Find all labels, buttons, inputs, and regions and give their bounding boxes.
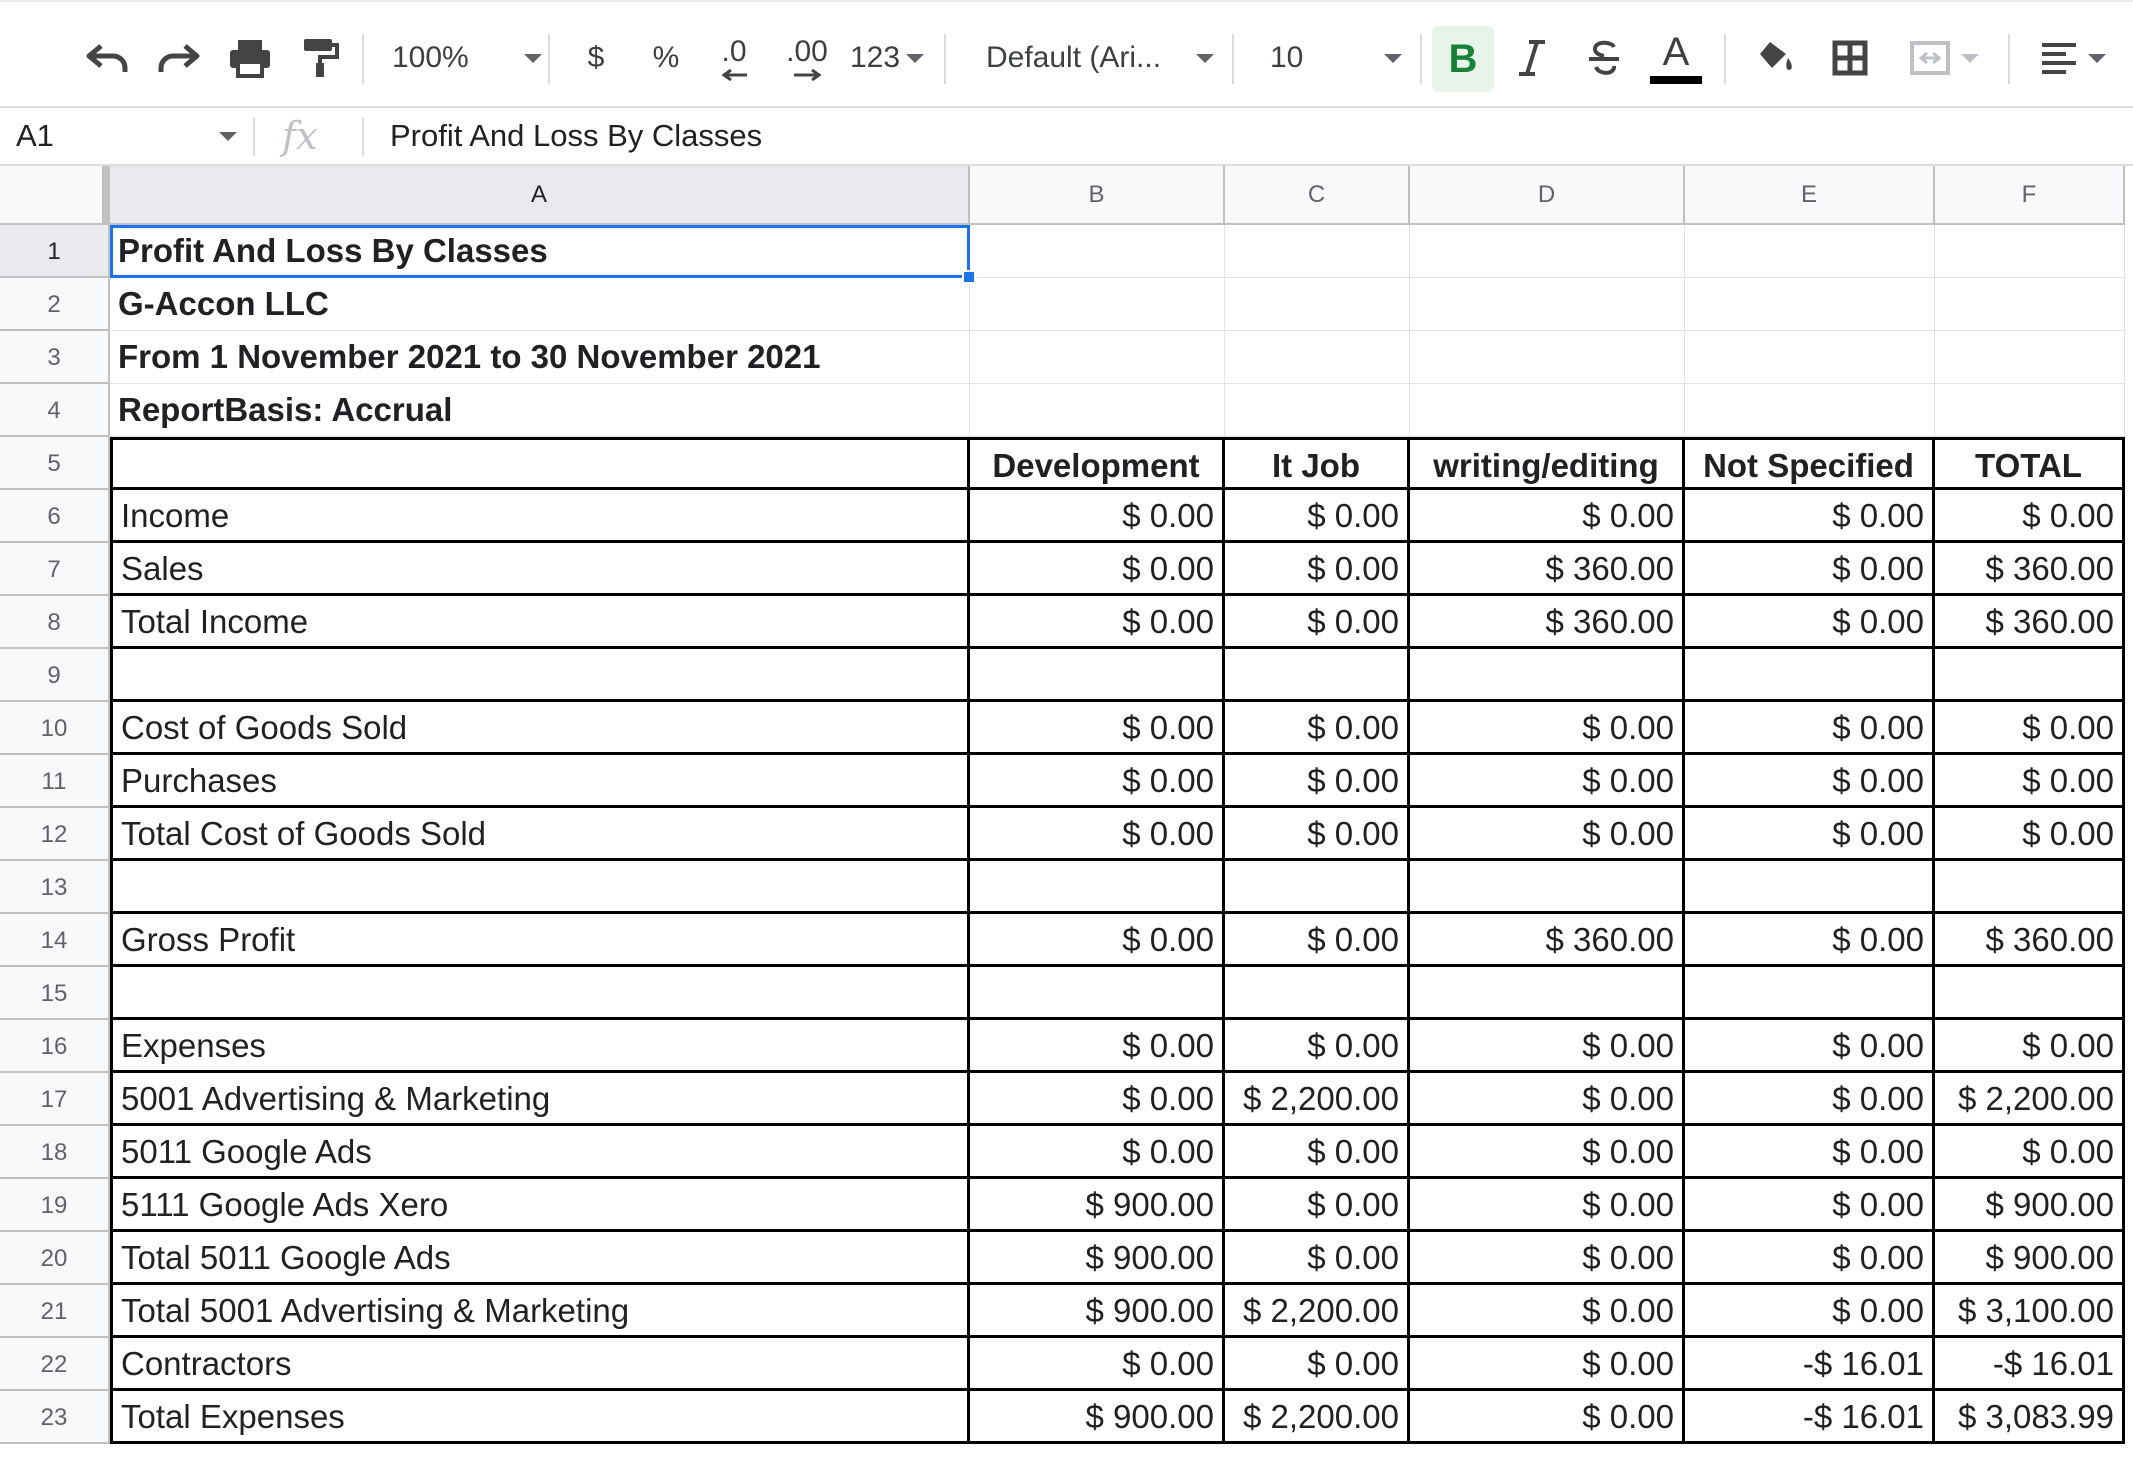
- cell-c3[interactable]: [1225, 331, 1410, 384]
- cell-a21[interactable]: Total 5001 Advertising & Marketing: [110, 1285, 970, 1338]
- column-header-c[interactable]: C: [1225, 166, 1410, 225]
- cell-e5[interactable]: Not Specified: [1685, 437, 1935, 490]
- cell-b1[interactable]: [970, 225, 1225, 278]
- more-formats-button[interactable]: [846, 2, 928, 114]
- cell-d23[interactable]: $ 0.00: [1410, 1391, 1685, 1444]
- chevron-down-icon: [524, 54, 542, 63]
- cell-f16[interactable]: $ 0.00: [1935, 1020, 2125, 1073]
- cell-b3[interactable]: [970, 331, 1225, 384]
- cell-d2[interactable]: [1410, 278, 1685, 331]
- merge-cells-icon[interactable]: [1896, 2, 1992, 114]
- cell-a7[interactable]: Sales: [110, 543, 970, 596]
- paint-format-icon[interactable]: [292, 2, 348, 114]
- cell-c18[interactable]: $ 0.00: [1225, 1126, 1410, 1179]
- row-header-8[interactable]: 8: [0, 596, 110, 649]
- cell-e22[interactable]: -$ 16.01: [1685, 1338, 1935, 1391]
- cell-b8[interactable]: $ 0.00: [970, 596, 1225, 649]
- cell-e4[interactable]: [1685, 384, 1935, 437]
- cell-b11[interactable]: $ 0.00: [970, 755, 1225, 808]
- cell-d17[interactable]: $ 0.00: [1410, 1073, 1685, 1126]
- formula-bar-separator: [362, 118, 364, 156]
- cell-f4[interactable]: [1935, 384, 2125, 437]
- undo-icon[interactable]: [80, 2, 136, 114]
- cell-a4[interactable]: ReportBasis: Accrual: [110, 384, 970, 437]
- decrease-decimal-label: .0: [721, 35, 747, 68]
- cell-c13[interactable]: [1225, 861, 1410, 914]
- cell-c11[interactable]: $ 0.00: [1225, 755, 1410, 808]
- row-header-17[interactable]: 17: [0, 1073, 110, 1126]
- cell-a9[interactable]: [110, 649, 970, 702]
- cell-c6[interactable]: $ 0.00: [1225, 490, 1410, 543]
- row-header-14[interactable]: 14: [0, 914, 110, 967]
- cell-d3[interactable]: [1410, 331, 1685, 384]
- cell-b9[interactable]: [970, 649, 1225, 702]
- cell-d15[interactable]: [1410, 967, 1685, 1020]
- cell-e1[interactable]: [1685, 225, 1935, 278]
- row-header-1[interactable]: 1: [0, 225, 110, 278]
- row-header-3[interactable]: 3: [0, 331, 110, 384]
- cell-d14[interactable]: $ 360.00: [1410, 914, 1685, 967]
- cell-c23[interactable]: $ 2,200.00: [1225, 1391, 1410, 1444]
- cell-e13[interactable]: [1685, 861, 1935, 914]
- cell-b15[interactable]: [970, 967, 1225, 1020]
- row-header-13[interactable]: 13: [0, 861, 110, 914]
- toolbar-separator: [1724, 34, 1726, 84]
- cell-e12[interactable]: $ 0.00: [1685, 808, 1935, 861]
- column-header-b[interactable]: B: [970, 166, 1225, 225]
- cell-a8[interactable]: Total Income: [110, 596, 970, 649]
- cell-c8[interactable]: $ 0.00: [1225, 596, 1410, 649]
- cell-c14[interactable]: $ 0.00: [1225, 914, 1410, 967]
- row-header-18[interactable]: 18: [0, 1126, 110, 1179]
- cell-a18[interactable]: 5011 Google Ads: [110, 1126, 970, 1179]
- cell-b7[interactable]: $ 0.00: [970, 543, 1225, 596]
- cell-a20[interactable]: Total 5011 Google Ads: [110, 1232, 970, 1285]
- cell-b14[interactable]: $ 0.00: [970, 914, 1225, 967]
- cell-d4[interactable]: [1410, 384, 1685, 437]
- row-header-23[interactable]: 23: [0, 1391, 110, 1444]
- toolbar-separator: [1420, 34, 1422, 84]
- cell-f19[interactable]: $ 900.00: [1935, 1179, 2125, 1232]
- font-size-select[interactable]: [1270, 2, 1402, 114]
- more-formats-label: 123: [849, 41, 901, 74]
- toolbar-separator: [2008, 34, 2010, 84]
- cell-e8[interactable]: $ 0.00: [1685, 596, 1935, 649]
- strikethrough-button[interactable]: [1578, 2, 1630, 114]
- increase-decimal-button[interactable]: [774, 2, 840, 114]
- cell-d8[interactable]: $ 360.00: [1410, 596, 1685, 649]
- row-header-2[interactable]: 2: [0, 278, 110, 331]
- cell-c2[interactable]: [1225, 278, 1410, 331]
- row-header-15[interactable]: 15: [0, 967, 110, 1020]
- cell-b20[interactable]: $ 900.00: [970, 1232, 1225, 1285]
- cell-a14[interactable]: Gross Profit: [110, 914, 970, 967]
- cell-d10[interactable]: $ 0.00: [1410, 702, 1685, 755]
- arrow-left-icon: [719, 69, 749, 81]
- cell-a22[interactable]: Contractors: [110, 1338, 970, 1391]
- toolbar-separator: [548, 34, 550, 84]
- italic-button[interactable]: [1506, 2, 1558, 114]
- cell-d6[interactable]: $ 0.00: [1410, 490, 1685, 543]
- cell-c4[interactable]: [1225, 384, 1410, 437]
- chevron-down-icon: [1961, 54, 1979, 63]
- column-header-d[interactable]: D: [1410, 166, 1685, 225]
- row-header-22[interactable]: 22: [0, 1338, 110, 1391]
- cell-d22[interactable]: $ 0.00: [1410, 1338, 1685, 1391]
- cell-f5[interactable]: TOTAL: [1935, 437, 2125, 490]
- cell-b16[interactable]: $ 0.00: [970, 1020, 1225, 1073]
- cell-a13[interactable]: [110, 861, 970, 914]
- text-color-button[interactable]: [1644, 2, 1708, 114]
- font-family-select[interactable]: [986, 2, 1214, 114]
- cell-b21[interactable]: $ 900.00: [970, 1285, 1225, 1338]
- cell-b17[interactable]: $ 0.00: [970, 1073, 1225, 1126]
- cell-e15[interactable]: [1685, 967, 1935, 1020]
- cell-b10[interactable]: $ 0.00: [970, 702, 1225, 755]
- cell-a5[interactable]: [110, 437, 970, 490]
- cell-f8[interactable]: $ 360.00: [1935, 596, 2125, 649]
- cell-b4[interactable]: [970, 384, 1225, 437]
- zoom-value: 100%: [392, 41, 469, 74]
- zoom-select[interactable]: [392, 2, 542, 114]
- cell-e6[interactable]: $ 0.00: [1685, 490, 1935, 543]
- cell-b19[interactable]: $ 900.00: [970, 1179, 1225, 1232]
- currency-format-button[interactable]: $: [587, 41, 605, 74]
- name-box[interactable]: A1: [16, 118, 54, 153]
- chevron-down-icon: [906, 54, 924, 63]
- cell-b2[interactable]: [970, 278, 1225, 331]
- row-header-21[interactable]: 21: [0, 1285, 110, 1338]
- cell-e10[interactable]: $ 0.00: [1685, 702, 1935, 755]
- increase-decimal-label: .00: [786, 35, 828, 68]
- cell-c16[interactable]: $ 0.00: [1225, 1020, 1410, 1073]
- toolbar: [0, 0, 2133, 112]
- cell-c9[interactable]: [1225, 649, 1410, 702]
- cell-a15[interactable]: [110, 967, 970, 1020]
- row-header-19[interactable]: 19: [0, 1179, 110, 1232]
- bold-button[interactable]: [1432, 26, 1494, 92]
- cell-e7[interactable]: $ 0.00: [1685, 543, 1935, 596]
- cell-b12[interactable]: $ 0.00: [970, 808, 1225, 861]
- cell-f15[interactable]: [1935, 967, 2125, 1020]
- cell-b22[interactable]: $ 0.00: [970, 1338, 1225, 1391]
- cell-a23[interactable]: Total Expenses: [110, 1391, 970, 1444]
- cell-d5[interactable]: writing/editing: [1410, 437, 1685, 490]
- cell-a3[interactable]: From 1 November 2021 to 30 November 2021: [110, 331, 970, 384]
- row-header-6[interactable]: 6: [0, 490, 110, 543]
- chevron-down-icon: [2088, 54, 2106, 63]
- arrow-right-icon: [790, 69, 824, 81]
- cell-c5[interactable]: It Job: [1225, 437, 1410, 490]
- fill-color-icon[interactable]: [1748, 2, 1804, 114]
- cell-e9[interactable]: [1685, 649, 1935, 702]
- row-header-16[interactable]: 16: [0, 1020, 110, 1073]
- cell-e2[interactable]: [1685, 278, 1935, 331]
- cell-d7[interactable]: $ 360.00: [1410, 543, 1685, 596]
- formula-bar-separator: [253, 118, 255, 156]
- cell-b5[interactable]: Development: [970, 437, 1225, 490]
- column-header-a[interactable]: A: [110, 166, 970, 225]
- cell-e21[interactable]: $ 0.00: [1685, 1285, 1935, 1338]
- cell-d9[interactable]: [1410, 649, 1685, 702]
- cell-f2[interactable]: [1935, 278, 2125, 331]
- redo-icon[interactable]: [150, 2, 206, 114]
- cell-f12[interactable]: $ 0.00: [1935, 808, 2125, 861]
- cell-f18[interactable]: $ 0.00: [1935, 1126, 2125, 1179]
- cell-d20[interactable]: $ 0.00: [1410, 1232, 1685, 1285]
- row-header-9[interactable]: 9: [0, 649, 110, 702]
- row-header-20[interactable]: 20: [0, 1232, 110, 1285]
- cell-f7[interactable]: $ 360.00: [1935, 543, 2125, 596]
- toolbar-separator: [944, 34, 946, 84]
- cell-a19[interactable]: 5111 Google Ads Xero: [110, 1179, 970, 1232]
- cell-f20[interactable]: $ 900.00: [1935, 1232, 2125, 1285]
- cell-f3[interactable]: [1935, 331, 2125, 384]
- cell-f6[interactable]: $ 0.00: [1935, 490, 2125, 543]
- toolbar-separator: [1232, 34, 1234, 84]
- formula-bar: [0, 106, 2133, 166]
- cell-e23[interactable]: -$ 16.01: [1685, 1391, 1935, 1444]
- fill-handle[interactable]: [962, 270, 976, 284]
- cell-a10[interactable]: Cost of Goods Sold: [110, 702, 970, 755]
- row-header-4[interactable]: 4: [0, 384, 110, 437]
- cell-e11[interactable]: $ 0.00: [1685, 755, 1935, 808]
- cell-e20[interactable]: $ 0.00: [1685, 1232, 1935, 1285]
- cell-c19[interactable]: $ 0.00: [1225, 1179, 1410, 1232]
- cell-c10[interactable]: $ 0.00: [1225, 702, 1410, 755]
- row-header-5[interactable]: 5: [0, 437, 110, 490]
- chevron-down-icon[interactable]: [219, 132, 237, 141]
- font-family-value: Default (Ari...: [986, 41, 1162, 74]
- cell-e16[interactable]: $ 0.00: [1685, 1020, 1935, 1073]
- cell-d19[interactable]: $ 0.00: [1410, 1179, 1685, 1232]
- cell-f1[interactable]: [1935, 225, 2125, 278]
- row-header-7[interactable]: 7: [0, 543, 110, 596]
- cell-c12[interactable]: $ 0.00: [1225, 808, 1410, 861]
- chevron-down-icon: [1384, 54, 1402, 63]
- cell-c7[interactable]: $ 0.00: [1225, 543, 1410, 596]
- strikethrough-icon: [1587, 39, 1621, 77]
- text-color-icon: A: [1662, 30, 1690, 74]
- font-size-value: 10: [1270, 41, 1304, 74]
- percent-format-button[interactable]: %: [652, 41, 680, 74]
- cell-f10[interactable]: $ 0.00: [1935, 702, 2125, 755]
- row-header-12[interactable]: 12: [0, 808, 110, 861]
- print-icon[interactable]: [222, 2, 278, 114]
- cell-a16[interactable]: Expenses: [110, 1020, 970, 1073]
- cell-b23[interactable]: $ 900.00: [970, 1391, 1225, 1444]
- column-header-e[interactable]: E: [1685, 166, 1935, 225]
- bold-icon: B: [1448, 36, 1478, 81]
- borders-icon[interactable]: [1822, 2, 1878, 114]
- cell-a11[interactable]: Purchases: [110, 755, 970, 808]
- cell-a1[interactable]: Profit And Loss By Classes: [110, 225, 970, 278]
- cell-a2[interactable]: G-Accon LLC: [110, 278, 970, 331]
- cell-e19[interactable]: $ 0.00: [1685, 1179, 1935, 1232]
- cell-b6[interactable]: $ 0.00: [970, 490, 1225, 543]
- cell-b18[interactable]: $ 0.00: [970, 1126, 1225, 1179]
- cell-a12[interactable]: Total Cost of Goods Sold: [110, 808, 970, 861]
- cell-f21[interactable]: $ 3,100.00: [1935, 1285, 2125, 1338]
- cell-c17[interactable]: $ 2,200.00: [1225, 1073, 1410, 1126]
- cell-f22[interactable]: -$ 16.01: [1935, 1338, 2125, 1391]
- column-header-f[interactable]: F: [1935, 166, 2125, 225]
- text-color-bar: [1650, 76, 1702, 84]
- cell-c22[interactable]: $ 0.00: [1225, 1338, 1410, 1391]
- cell-a6[interactable]: Income: [110, 490, 970, 543]
- cell-a17[interactable]: 5001 Advertising & Marketing: [110, 1073, 970, 1126]
- cell-d11[interactable]: $ 0.00: [1410, 755, 1685, 808]
- cell-c20[interactable]: $ 0.00: [1225, 1232, 1410, 1285]
- cell-e18[interactable]: $ 0.00: [1685, 1126, 1935, 1179]
- select-all-corner[interactable]: [0, 166, 110, 225]
- row-header-10[interactable]: 10: [0, 702, 110, 755]
- cell-e3[interactable]: [1685, 331, 1935, 384]
- fx-icon: fx: [282, 114, 318, 158]
- horizontal-align-icon[interactable]: [2030, 2, 2116, 114]
- cell-c15[interactable]: [1225, 967, 1410, 1020]
- cell-d13[interactable]: [1410, 861, 1685, 914]
- chevron-down-icon: [1196, 54, 1214, 63]
- cell-e17[interactable]: $ 0.00: [1685, 1073, 1935, 1126]
- cell-f11[interactable]: $ 0.00: [1935, 755, 2125, 808]
- italic-icon: [1517, 40, 1547, 76]
- cell-e14[interactable]: $ 0.00: [1685, 914, 1935, 967]
- decrease-decimal-button[interactable]: [706, 2, 762, 114]
- toolbar-separator: [362, 34, 364, 84]
- formula-input[interactable]: Profit And Loss By Classes: [390, 118, 763, 153]
- cell-d1[interactable]: [1410, 225, 1685, 278]
- cell-c21[interactable]: $ 2,200.00: [1225, 1285, 1410, 1338]
- cell-f17[interactable]: $ 2,200.00: [1935, 1073, 2125, 1126]
- cell-f23[interactable]: $ 3,083.99: [1935, 1391, 2125, 1444]
- cell-f14[interactable]: $ 360.00: [1935, 914, 2125, 967]
- cell-b13[interactable]: [970, 861, 1225, 914]
- cell-d16[interactable]: $ 0.00: [1410, 1020, 1685, 1073]
- cell-d18[interactable]: $ 0.00: [1410, 1126, 1685, 1179]
- cell-d21[interactable]: $ 0.00: [1410, 1285, 1685, 1338]
- cell-c1[interactable]: [1225, 225, 1410, 278]
- cell-d12[interactable]: $ 0.00: [1410, 808, 1685, 861]
- cell-f13[interactable]: [1935, 861, 2125, 914]
- cell-f9[interactable]: [1935, 649, 2125, 702]
- row-header-11[interactable]: 11: [0, 755, 110, 808]
